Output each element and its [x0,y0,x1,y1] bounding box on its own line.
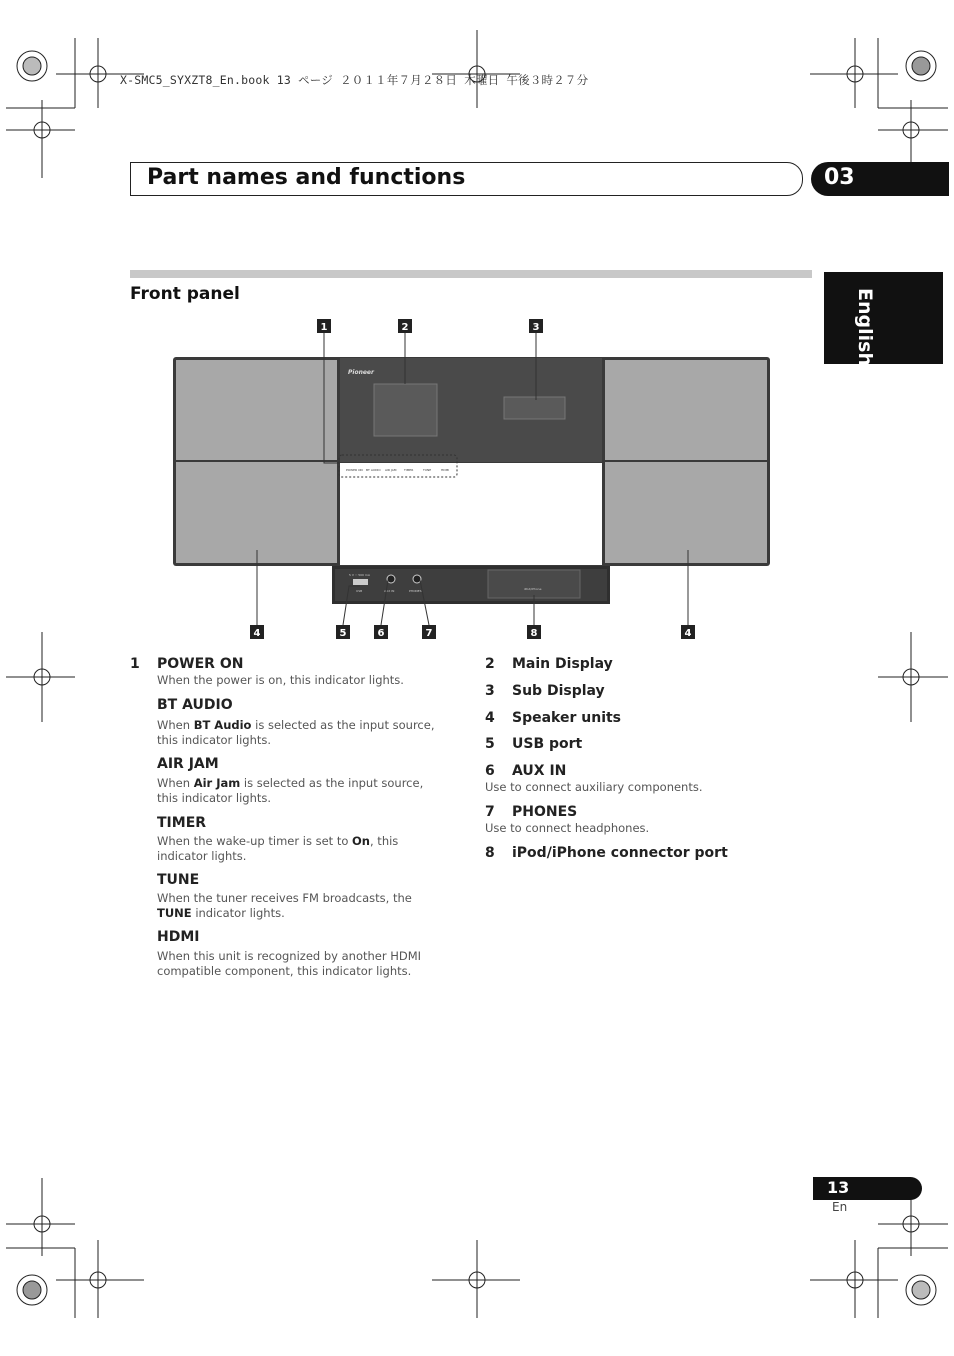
item-number: 4 [485,710,495,726]
chapter-title: Part names and functions [147,165,466,190]
item-desc: Use to connect auxiliary components. [485,780,703,794]
usb-port [353,579,368,585]
indicator-power-on: POWER ON [346,468,363,472]
item-desc: When the wake-up timer is set to On, this indicator lights. [157,834,399,863]
item-label: AIR JAM [157,756,219,772]
item-number: 8 [485,845,495,861]
speaker-unit-left-bottom [176,462,337,563]
speaker-unit-left-top [176,360,337,460]
item-number: 1 [130,656,140,672]
item-number: 5 [485,736,495,752]
page-number: 13 [827,1178,850,1197]
indicator-hdmi: HDMI [441,468,450,472]
item-label: AUX IN [512,763,567,779]
item-number: 6 [485,763,495,779]
speaker-unit-right-top [605,360,767,460]
item-number: 2 [485,656,495,672]
item-number: 3 [485,683,495,699]
chapter-number-tab [811,162,949,196]
indicator-timer: TIMER [404,468,414,472]
indicator-tune: TUNE [423,468,432,472]
item-desc: When Air Jam is selected as the input source, this indicator lights. [157,776,424,805]
book-info-line: X-SMC5_SYXZT8_En.book 13 ページ ２０１１年７月２８日 木曜日 午後３時２７分 [120,73,589,87]
svg-text:AUX IN: AUX IN [384,589,395,593]
svg-text:iPod/iPhone: iPod/iPhone [524,587,542,591]
ipod-connector-port [488,570,580,598]
item-desc: When the tuner receives FM broadcasts, the TUNE indicator lights. [157,891,412,920]
svg-text:4: 4 [684,628,692,639]
page-language: En [832,1200,848,1214]
svg-text:4: 4 [253,628,261,639]
svg-text:7: 7 [425,628,433,639]
speaker-unit-right-bottom [605,462,767,563]
svg-text:6: 6 [377,628,385,639]
left-column [130,656,450,986]
indicator-air-jam: AIR JAM [385,468,397,472]
sub-display [504,397,565,419]
front-panel-diagram [0,300,954,650]
chapter-title-bar [130,162,803,196]
svg-text:3: 3 [532,322,540,333]
chapter-number: 03 [824,165,855,190]
svg-text:5: 5 [339,628,347,639]
pioneer-logo: Pioneer [348,369,374,376]
item-label: BT AUDIO [157,697,233,713]
svg-text:5 V ⎓ 500 mA: 5 V ⎓ 500 mA [349,573,370,577]
item-desc: When the power is on, this indicator lights. [157,673,404,687]
phones-jack [413,575,421,583]
item-label: PHONES [512,804,578,820]
indicator-bt-audio: BT AUDIO [366,468,381,472]
right-column [485,656,805,866]
item-desc: When this unit is recognized by another HDMI compatible component, this indicator lights. [157,949,422,978]
section-title: Front panel [130,284,240,304]
svg-text:2: 2 [401,322,409,333]
main-display [374,384,437,436]
svg-text:PHONES: PHONES [409,589,422,593]
item-label: iPod/iPhone connector port [512,845,728,861]
page-number-tab [813,1177,922,1200]
item-label: USB port [512,736,583,752]
item-label: POWER ON [157,656,244,672]
item-label: Speaker units [512,710,622,726]
item-label: Sub Display [512,683,605,699]
section-divider [130,270,812,278]
center-lower-panel [340,463,602,565]
svg-text:8: 8 [530,628,538,639]
item-label: TIMER [157,815,207,831]
language-label: English [854,288,876,366]
svg-text:1: 1 [320,322,328,333]
item-label: TUNE [157,872,200,888]
svg-text:USB: USB [356,589,363,593]
item-label: Main Display [512,656,613,672]
item-label: HDMI [157,929,200,945]
item-desc: Use to connect headphones. [485,821,650,835]
item-number: 7 [485,804,495,820]
item-desc: When BT Audio is selected as the input source, this indicator lights. [157,718,435,747]
